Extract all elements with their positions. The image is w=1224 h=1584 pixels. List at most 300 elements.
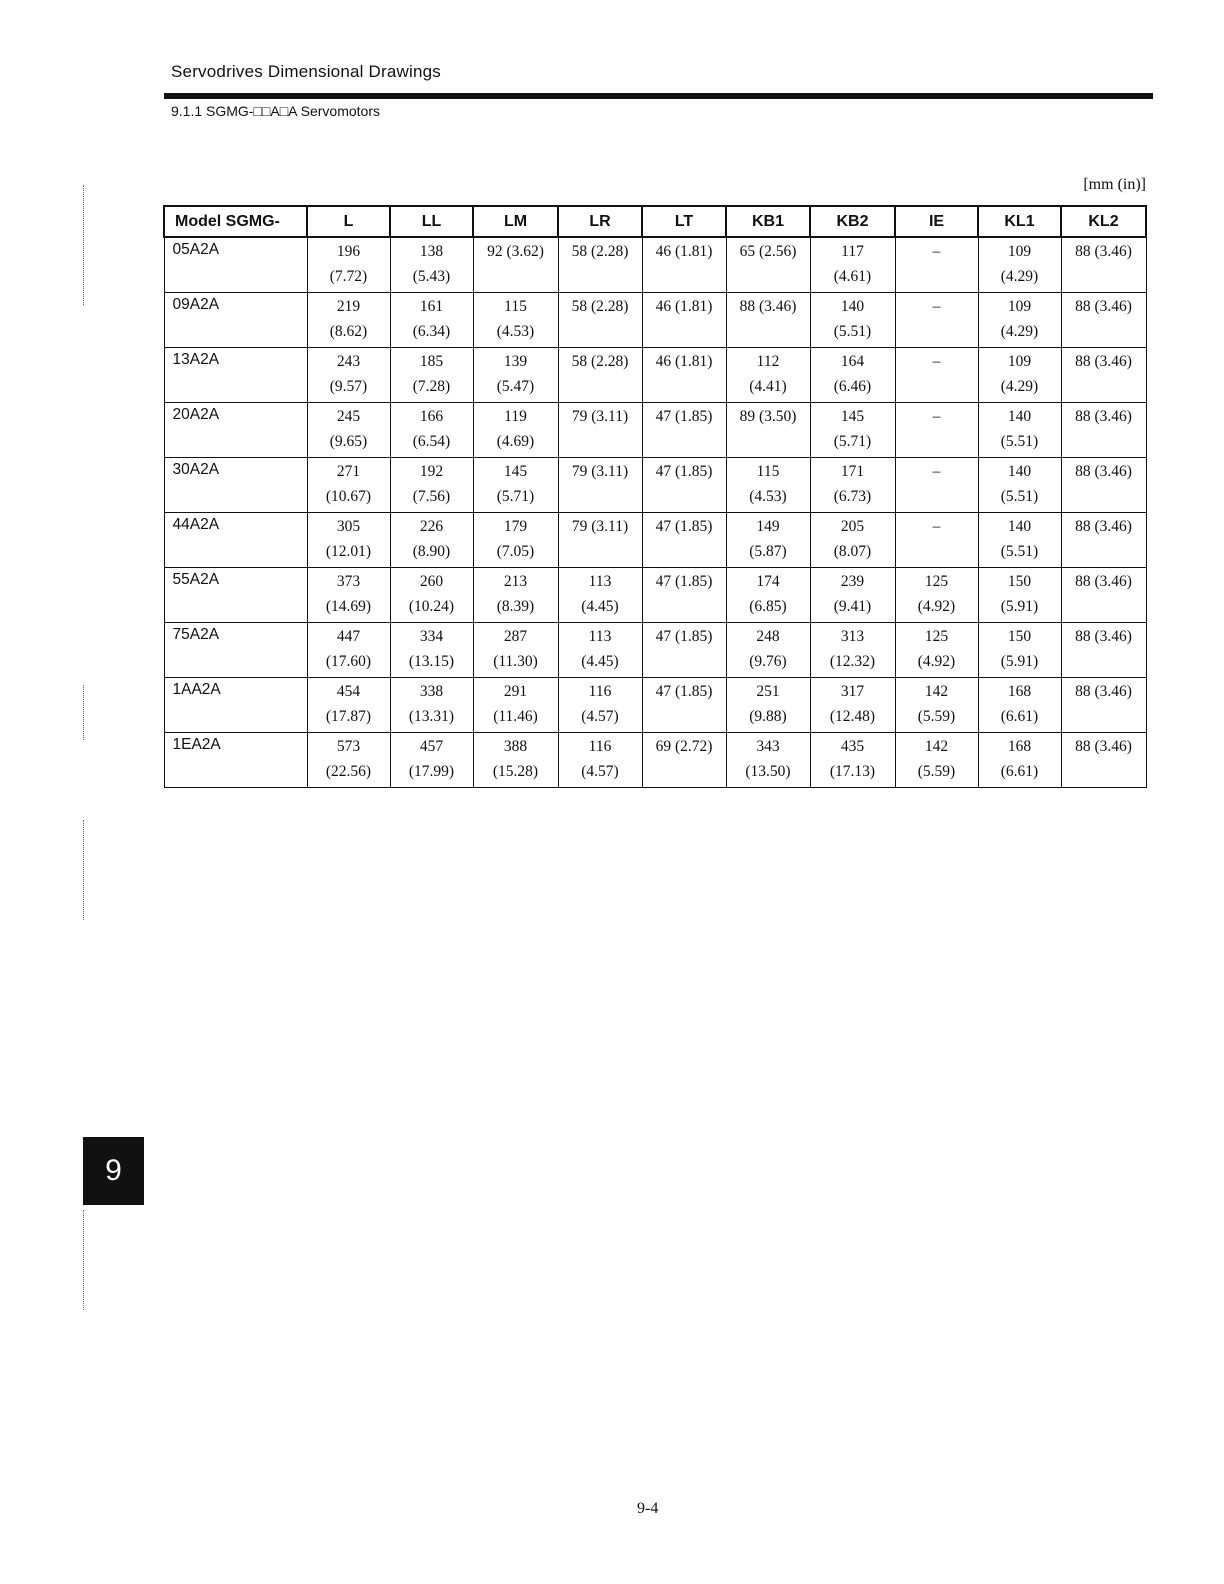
dimension-in: (5.59) <box>917 763 956 780</box>
dimension-cell <box>895 293 978 348</box>
dimension-in: (12.32) <box>829 653 876 670</box>
column-header-kb2: KB2 <box>810 206 895 237</box>
model-cell: 05A2A <box>164 237 307 293</box>
dimension-mm: 119 <box>504 408 527 425</box>
dimension-mm: 89 (3.50) <box>739 408 797 425</box>
dimension-cell <box>307 733 390 788</box>
model-cell: 13A2A <box>164 348 307 403</box>
dimension-cell <box>895 458 978 513</box>
dimension-cell <box>978 678 1061 733</box>
dimension-cell <box>726 348 810 403</box>
dimension-mm: 46 (1.81) <box>655 298 713 315</box>
dimension-mm: 117 <box>841 243 864 260</box>
dimension-mm: 239 <box>840 573 865 590</box>
dimension-in: (12.48) <box>829 708 876 725</box>
dimension-mm: 174 <box>756 573 780 590</box>
dimension-cell <box>810 348 895 403</box>
dimension-cell <box>390 293 473 348</box>
margin-dot-leader <box>83 185 84 305</box>
dimension-mm: 248 <box>756 628 780 645</box>
dimension-cell <box>726 733 810 788</box>
dimension-in: (10.24) <box>408 598 455 615</box>
dimension-cell <box>558 513 642 568</box>
dimension-cell <box>1061 458 1146 513</box>
dimension-mm: 213 <box>503 573 528 590</box>
dimension-in: (6.46) <box>833 378 872 395</box>
dimension-mm: 58 (2.28) <box>571 243 629 260</box>
dimension-in: (4.53) <box>749 488 787 505</box>
dimension-mm: 179 <box>503 518 528 535</box>
dimension-in: (4.92) <box>917 598 956 615</box>
dimension-mm: 92 (3.62) <box>487 243 544 260</box>
dimension-mm: 69 (2.72) <box>655 738 713 755</box>
header-rule <box>164 93 1153 99</box>
dimension-mm: 116 <box>588 683 612 700</box>
dimension-cell <box>473 623 558 678</box>
model-cell: 55A2A <box>164 568 307 623</box>
dimension-mm: 192 <box>419 463 444 480</box>
dimension-cell <box>473 733 558 788</box>
dimension-mm: – <box>932 298 941 315</box>
model-cell: 09A2A <box>164 293 307 348</box>
dimension-cell <box>390 678 473 733</box>
dimension-cell <box>810 623 895 678</box>
dimension-cell <box>726 237 810 293</box>
dimension-mm: 287 <box>503 628 528 645</box>
dimension-mm: 145 <box>840 408 865 425</box>
dimension-in: (9.57) <box>329 378 368 395</box>
dimension-in: (5.91) <box>1000 653 1039 670</box>
dimension-mm: 185 <box>419 353 444 370</box>
dimension-in: (4.69) <box>496 433 535 450</box>
dimension-mm: 109 <box>1007 353 1032 370</box>
dimension-cell <box>978 733 1061 788</box>
table-row <box>164 623 1146 678</box>
dimension-cell <box>390 403 473 458</box>
dimension-cell <box>642 237 726 293</box>
dimension-mm: 140 <box>1007 463 1032 480</box>
dimension-cell <box>558 733 642 788</box>
dimension-mm: 343 <box>756 738 780 755</box>
dimension-in: (7.56) <box>412 488 451 505</box>
table-header-row <box>164 206 1146 237</box>
dimension-mm: 47 (1.85) <box>655 463 713 480</box>
dimension-mm: 47 (1.85) <box>655 628 713 645</box>
dimension-mm: 150 <box>1007 628 1032 645</box>
model-cell: 44A2A <box>164 513 307 568</box>
dimension-mm: 573 <box>336 738 361 755</box>
table-row <box>164 678 1146 733</box>
dimension-in: (6.34) <box>412 323 451 340</box>
dimension-cell <box>558 293 642 348</box>
column-header-model: Model SGMG- <box>164 206 307 237</box>
dimension-mm: 171 <box>840 463 865 480</box>
dimension-mm: 115 <box>504 298 527 315</box>
dimension-cell <box>1061 733 1146 788</box>
dimension-mm: 150 <box>1007 573 1032 590</box>
dimension-mm: 115 <box>756 463 780 480</box>
model-cell: 30A2A <box>164 458 307 513</box>
model-cell: 1EA2A <box>164 733 307 788</box>
dimension-cell <box>895 513 978 568</box>
dimension-mm: 109 <box>1007 243 1032 260</box>
dimension-in: (6.61) <box>1000 708 1039 725</box>
dimension-cell <box>978 293 1061 348</box>
dimension-cell <box>473 458 558 513</box>
dimension-cell <box>810 458 895 513</box>
dimension-mm: 166 <box>419 408 444 425</box>
dimension-cell <box>390 733 473 788</box>
dimension-mm: 373 <box>336 573 361 590</box>
table-row <box>164 458 1146 513</box>
dimension-cell <box>642 458 726 513</box>
dimension-in: (5.91) <box>1000 598 1039 615</box>
dimension-in: (7.72) <box>329 268 368 285</box>
dimension-cell <box>307 513 390 568</box>
column-header-lm: LM <box>473 206 558 237</box>
dimension-cell <box>390 568 473 623</box>
dimension-cell <box>978 403 1061 458</box>
dimension-cell <box>307 293 390 348</box>
dimension-cell <box>1061 568 1146 623</box>
dimension-mm: 47 (1.85) <box>655 518 713 535</box>
dimension-cell <box>307 623 390 678</box>
dimension-cell <box>390 623 473 678</box>
dimension-mm: 145 <box>503 463 528 480</box>
dimension-in: (5.71) <box>496 488 535 505</box>
dimension-mm: 313 <box>840 628 865 645</box>
page-header-title: Servodrives Dimensional Drawings <box>171 62 441 81</box>
dimension-mm: 388 <box>503 738 528 755</box>
dimension-cell <box>726 513 810 568</box>
column-header-l: L <box>307 206 390 237</box>
table-row <box>164 513 1146 568</box>
dimension-mm: 88 (3.46) <box>1075 243 1132 260</box>
model-cell: 75A2A <box>164 623 307 678</box>
dimension-mm: 226 <box>419 518 444 535</box>
dimension-mm: 58 (2.28) <box>571 353 629 370</box>
dimension-mm: 138 <box>419 243 444 260</box>
model-cell: 20A2A <box>164 403 307 458</box>
dimension-cell <box>307 237 390 293</box>
table-row <box>164 348 1146 403</box>
dimension-in: (13.50) <box>745 763 791 780</box>
margin-dot-leader <box>83 820 84 920</box>
dimension-in: (22.56) <box>325 763 372 780</box>
margin-dot-leader <box>83 1210 84 1310</box>
dimension-in: (4.45) <box>581 653 619 670</box>
dimension-cell <box>810 513 895 568</box>
dimension-mm: 161 <box>419 298 444 315</box>
dimension-mm: 113 <box>588 573 612 590</box>
column-header-kl1: KL1 <box>978 206 1061 237</box>
dimension-in: (8.90) <box>412 543 451 560</box>
dimension-mm: 88 (3.46) <box>1075 298 1132 315</box>
dimension-cell <box>978 348 1061 403</box>
dimension-cell <box>726 403 810 458</box>
dimension-in: (11.46) <box>493 708 538 725</box>
dimension-in: (17.99) <box>408 763 455 780</box>
dimension-in: (8.62) <box>329 323 368 340</box>
dimension-cell <box>558 623 642 678</box>
dimension-mm: 149 <box>756 518 780 535</box>
dimension-cell <box>642 513 726 568</box>
dimension-mm: 88 (3.46) <box>739 298 797 315</box>
dimension-in: (5.87) <box>749 543 787 560</box>
dimension-mm: 435 <box>840 738 865 755</box>
dimension-cell <box>1061 678 1146 733</box>
dimension-cell <box>726 623 810 678</box>
dimension-mm: 88 (3.46) <box>1075 738 1132 755</box>
dimension-in: (4.53) <box>496 323 535 340</box>
dimension-cell <box>390 348 473 403</box>
dimension-cell <box>307 348 390 403</box>
dimension-in: (5.51) <box>1000 488 1039 505</box>
dimension-cell <box>307 678 390 733</box>
page-number: 9-4 <box>637 1500 659 1517</box>
dimension-mm: 46 (1.81) <box>655 243 713 260</box>
dimension-in: (5.51) <box>1000 433 1039 450</box>
dimension-cell <box>978 458 1061 513</box>
dimension-mm: – <box>932 518 941 535</box>
dimension-in: (5.59) <box>917 708 956 725</box>
dimension-in: (9.41) <box>833 598 872 615</box>
dimension-in: (17.87) <box>325 708 372 725</box>
dimension-cell <box>810 733 895 788</box>
dimension-cell <box>895 623 978 678</box>
dimension-cell <box>726 568 810 623</box>
dimension-cell <box>642 348 726 403</box>
column-header-kb1: KB1 <box>726 206 810 237</box>
dimension-mm: 447 <box>336 628 361 645</box>
column-header-lr: LR <box>558 206 642 237</box>
dimension-cell <box>1061 623 1146 678</box>
dimension-mm: – <box>932 408 941 425</box>
dimension-mm: 205 <box>840 518 865 535</box>
dimension-mm: 109 <box>1007 298 1032 315</box>
dimension-cell <box>390 237 473 293</box>
dimension-in: (12.01) <box>325 543 372 560</box>
dimension-mm: 116 <box>588 738 612 755</box>
dimension-cell <box>895 678 978 733</box>
dimension-in: (4.61) <box>833 268 872 285</box>
dimension-mm: – <box>932 243 941 260</box>
dimension-cell <box>473 568 558 623</box>
dimension-cell <box>558 237 642 293</box>
dimension-mm: 164 <box>840 353 865 370</box>
dimension-mm: 47 (1.85) <box>655 683 713 700</box>
dimension-in: (4.57) <box>581 708 619 725</box>
dimension-cell <box>978 623 1061 678</box>
dimension-mm: 168 <box>1007 683 1032 700</box>
dimension-mm: 168 <box>1007 738 1032 755</box>
dimension-mm: 113 <box>588 628 612 645</box>
dimension-cell <box>473 403 558 458</box>
dimension-cell <box>558 403 642 458</box>
dimension-mm: 245 <box>336 408 361 425</box>
dimension-cell <box>558 678 642 733</box>
dimension-mm: 334 <box>419 628 444 645</box>
dimension-cell <box>895 733 978 788</box>
dimension-mm: 142 <box>924 683 949 700</box>
dimension-cell <box>1061 403 1146 458</box>
dimension-cell <box>642 403 726 458</box>
dimension-in: (17.13) <box>829 763 876 780</box>
dimension-in: (13.31) <box>408 708 455 725</box>
dimension-cell <box>978 513 1061 568</box>
dimension-in: (4.29) <box>1000 323 1039 340</box>
dimension-in: (9.88) <box>749 708 787 725</box>
dimension-cell <box>726 678 810 733</box>
dimension-mm: 125 <box>924 573 949 590</box>
dimension-cell <box>1061 237 1146 293</box>
dimension-mm: 271 <box>336 463 361 480</box>
dimension-mm: 260 <box>419 573 444 590</box>
dimension-cell <box>473 348 558 403</box>
dimension-in: (13.15) <box>408 653 455 670</box>
column-header-lt: LT <box>642 206 726 237</box>
dimension-in: (5.51) <box>833 323 872 340</box>
dimension-cell <box>978 568 1061 623</box>
dimension-cell <box>307 568 390 623</box>
section-subtitle: 9.1.1 SGMG-□□A□A Servomotors <box>171 103 380 119</box>
column-header-ll: LL <box>390 206 473 237</box>
dimension-in: (7.28) <box>412 378 451 395</box>
units-note: [mm (in)] <box>1083 176 1146 193</box>
dimension-cell <box>895 568 978 623</box>
dimension-cell <box>895 237 978 293</box>
dimension-in: (6.85) <box>749 598 787 615</box>
dimension-in: (5.51) <box>1000 543 1039 560</box>
dimension-mm: 140 <box>1007 408 1032 425</box>
dimension-mm: – <box>932 353 941 370</box>
dimension-mm: 125 <box>924 628 949 645</box>
dimension-cell <box>810 678 895 733</box>
dimension-mm: 112 <box>756 353 780 370</box>
dimension-mm: 338 <box>419 683 444 700</box>
dimension-in: (8.07) <box>833 543 872 560</box>
dimension-cell <box>390 513 473 568</box>
dimension-mm: 142 <box>924 738 949 755</box>
dimension-mm: – <box>932 463 941 480</box>
dimension-cell <box>473 678 558 733</box>
dimension-mm: 140 <box>1007 518 1032 535</box>
dimension-in: (15.28) <box>492 763 539 780</box>
dimension-cell <box>642 733 726 788</box>
dimension-mm: 139 <box>503 353 528 370</box>
dimension-cell <box>978 237 1061 293</box>
dimension-cell <box>642 623 726 678</box>
model-cell: 1AA2A <box>164 678 307 733</box>
dimension-mm: 79 (3.11) <box>571 463 629 480</box>
dimension-cell <box>558 568 642 623</box>
dimension-mm: 317 <box>840 683 865 700</box>
dimension-mm: 88 (3.46) <box>1075 573 1132 590</box>
dimension-cell <box>307 458 390 513</box>
dimension-in: (9.65) <box>329 433 368 450</box>
dimension-mm: 88 (3.46) <box>1075 463 1132 480</box>
dimension-mm: 140 <box>840 298 865 315</box>
dimension-in: (4.92) <box>917 653 956 670</box>
dimension-mm: 65 (2.56) <box>739 243 797 260</box>
dimension-cell <box>810 237 895 293</box>
dimension-cell <box>1061 293 1146 348</box>
dimension-mm: 88 (3.46) <box>1075 408 1132 425</box>
dimension-cell <box>390 458 473 513</box>
dimension-cell <box>642 293 726 348</box>
dimension-in: (14.69) <box>325 598 372 615</box>
dimension-in: (4.29) <box>1000 268 1039 285</box>
dimension-cell <box>642 568 726 623</box>
dimension-mm: 454 <box>336 683 361 700</box>
table-row <box>164 293 1146 348</box>
dimension-mm: 79 (3.11) <box>571 408 629 425</box>
dimension-mm: 88 (3.46) <box>1075 628 1132 645</box>
column-header-kl2: KL2 <box>1061 206 1146 237</box>
dimension-in: (10.67) <box>325 488 372 505</box>
dimension-mm: 88 (3.46) <box>1075 518 1132 535</box>
dimension-mm: 457 <box>419 738 444 755</box>
dimensions-table <box>163 205 1147 788</box>
dimension-in: (6.73) <box>833 488 872 505</box>
table-row <box>164 403 1146 458</box>
dimension-cell <box>810 293 895 348</box>
dimension-cell <box>307 403 390 458</box>
dimension-cell <box>473 237 558 293</box>
dimension-mm: 243 <box>336 353 361 370</box>
dimension-mm: 79 (3.11) <box>571 518 629 535</box>
dimension-mm: 305 <box>336 518 361 535</box>
dimension-cell <box>895 403 978 458</box>
dimension-mm: 47 (1.85) <box>655 408 713 425</box>
dimension-mm: 291 <box>503 683 528 700</box>
dimension-mm: 88 (3.46) <box>1075 683 1132 700</box>
dimension-in: (5.43) <box>412 268 451 285</box>
dimension-cell <box>895 348 978 403</box>
dimension-in: (5.47) <box>496 378 535 395</box>
dimension-cell <box>473 513 558 568</box>
dimension-cell <box>558 458 642 513</box>
dimension-mm: 58 (2.28) <box>571 298 629 315</box>
dimension-in: (4.45) <box>581 598 619 615</box>
table-row <box>164 237 1146 293</box>
dimension-cell <box>810 403 895 458</box>
dimension-in: (5.71) <box>833 433 872 450</box>
dimension-cell <box>726 458 810 513</box>
margin-dot-leader <box>83 685 84 740</box>
dimension-in: (17.60) <box>325 653 372 670</box>
dimension-in: (6.54) <box>412 433 451 450</box>
dimension-in: (4.29) <box>1000 378 1039 395</box>
column-header-ie: IE <box>895 206 978 237</box>
dimension-mm: 251 <box>756 683 780 700</box>
table-row <box>164 733 1146 788</box>
dimension-in: (9.76) <box>749 653 787 670</box>
dimension-cell <box>473 293 558 348</box>
dimension-in: (8.39) <box>496 598 535 615</box>
dimension-cell <box>1061 513 1146 568</box>
dimension-mm: 196 <box>336 243 361 260</box>
dimension-in: (4.41) <box>749 378 787 395</box>
dimension-mm: 219 <box>336 298 361 315</box>
dimension-cell <box>810 568 895 623</box>
dimension-in: (4.57) <box>581 763 619 780</box>
table-row <box>164 568 1146 623</box>
dimension-in: (6.61) <box>1000 763 1039 780</box>
dimension-cell <box>558 348 642 403</box>
dimension-in: (7.05) <box>496 543 535 560</box>
chapter-tab: 9 <box>83 1137 144 1205</box>
